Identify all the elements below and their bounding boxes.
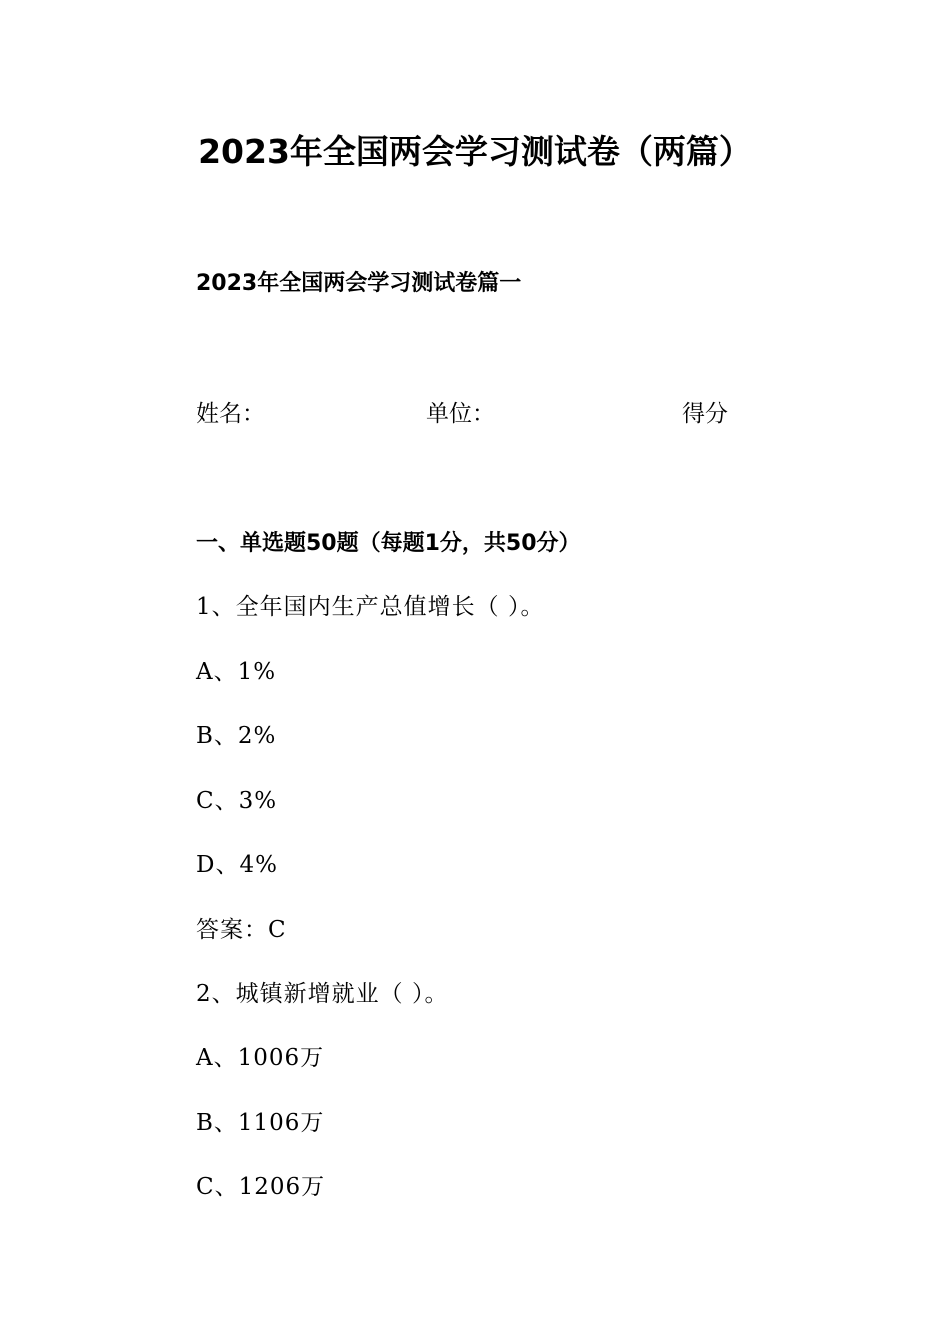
name-label: 姓名： xyxy=(196,401,265,427)
section-heading: 一、单选题50题（每题1分，共50分） xyxy=(196,531,581,556)
question-2-option-a: A、1006万 xyxy=(196,1045,325,1071)
score-label: 得分 xyxy=(682,401,728,427)
question-1-option-c: C、3% xyxy=(196,788,278,814)
question-1-option-b: B、2% xyxy=(196,723,277,749)
question-2-option-b: B、1106万 xyxy=(196,1110,325,1136)
question-1-stem: 1、全年国内生产总值增长（ ）。 xyxy=(196,594,545,620)
info-row xyxy=(196,397,756,431)
document-subtitle: 2023年全国两会学习测试卷篇一 xyxy=(196,271,522,296)
question-1-option-a: A、1% xyxy=(196,659,277,685)
question-2-option-c: C、1206万 xyxy=(196,1174,326,1200)
document-title: 2023年全国两会学习测试卷（两篇） xyxy=(198,132,752,171)
unit-label: 单位： xyxy=(426,401,495,427)
question-2-stem: 2、城镇新增就业（ ）。 xyxy=(196,981,449,1007)
question-1-answer: 答案：C xyxy=(196,917,287,943)
question-1-option-d: D、4% xyxy=(196,852,278,878)
